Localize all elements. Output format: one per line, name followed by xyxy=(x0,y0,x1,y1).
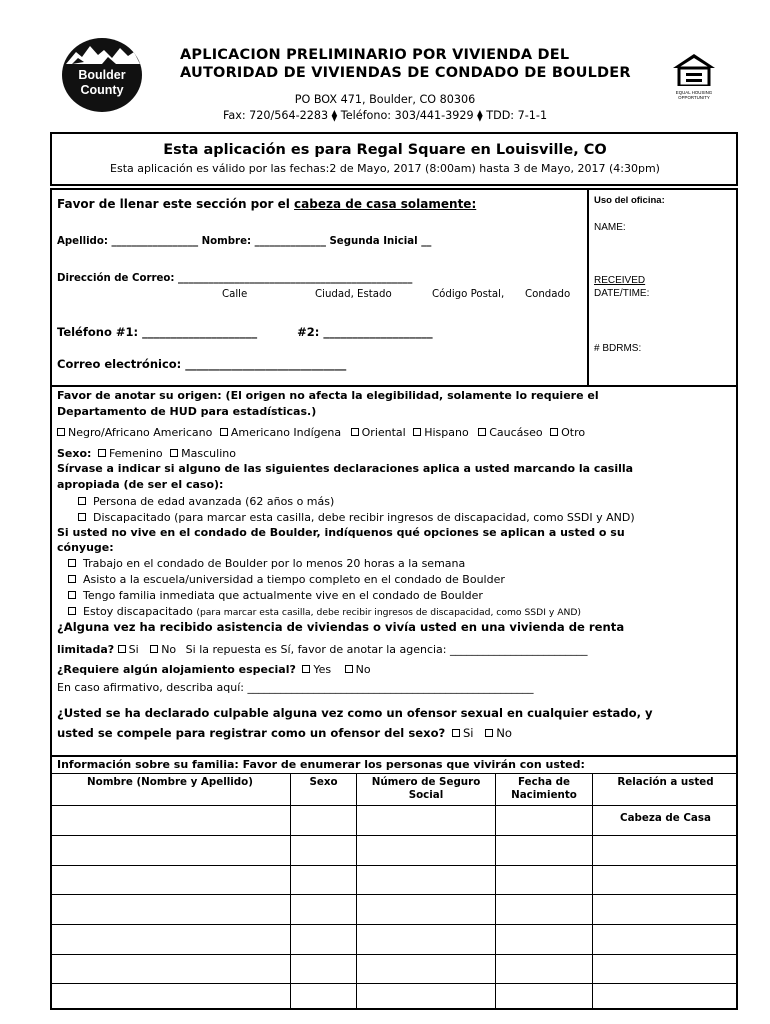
banner-dates: Esta aplicación es válido por las fechas:2 de Mayo, 2017 (8:00am) hasta 3 de Mayo, 2017 (4:30pm) xyxy=(110,162,660,175)
table-vline xyxy=(592,773,593,1010)
name-line[interactable]: Apellido: _________________ Nombre: ______________ Segunda Inicial __ xyxy=(57,236,432,247)
office-received: RECEIVED xyxy=(594,275,646,286)
live-question-1: Si usted no vive en el condado de Boulder, indíquenos qué opciones se aplican a usted o su xyxy=(57,526,625,539)
logo-text-line1: Boulder xyxy=(78,68,126,82)
title-line2: AUTORIDAD DE VIVIENDAS DE CONDADO DE BOULDER xyxy=(180,65,631,81)
eho-line1: EQUAL HOUSING xyxy=(675,90,713,95)
table-vline xyxy=(290,773,291,1010)
accommodation-describe[interactable]: En caso afirmativo, describa aquí: ____________________________________________________ xyxy=(57,681,534,694)
email-line[interactable]: Correo electrónico: ____________________________ xyxy=(57,357,347,371)
live-option-work: Trabajo en el condado de Boulder por lo menos 20 horas a la semana xyxy=(68,557,465,570)
mail-sub-county: Condado xyxy=(525,289,571,300)
table-vline xyxy=(356,773,357,1010)
page-title xyxy=(180,46,631,82)
declaration-option-elderly: Persona de edad avanzada (62 años o más) xyxy=(78,495,334,508)
checkbox[interactable] xyxy=(98,449,106,457)
checkbox[interactable] xyxy=(485,729,493,737)
checkbox[interactable] xyxy=(302,665,310,673)
mountain-icon xyxy=(62,42,142,64)
live-option-disabled: Estoy discapacitado (para marcar esta casilla, debe recibir ingresos de discapacidad, como SSDI y AND) xyxy=(68,605,581,618)
assist-question-2: limitada? Si No Si la repuesta es Sí, favor de anotar la agencia: _________________________ xyxy=(57,643,588,656)
assist-question-1: ¿Alguna vez ha recibido asistencia de viviendas o vivía usted en una vivienda de renta xyxy=(57,620,625,634)
office-name: NAME: xyxy=(594,222,626,233)
head-section-heading: Favor de llenar este sección por el cabeza de casa solamente: xyxy=(57,197,477,211)
offender-question-1: ¿Usted se ha declarado culpable alguna vez como un ofensor sexual en cualquier estado, y xyxy=(57,706,653,720)
table-row-line xyxy=(50,924,738,925)
mail-sub-street: Calle xyxy=(222,289,248,300)
banner-box xyxy=(50,132,738,186)
table-row-line xyxy=(50,865,738,866)
mail-sub-zip: Código Postal, xyxy=(432,289,505,300)
checkbox[interactable] xyxy=(351,428,359,436)
checkbox[interactable] xyxy=(413,428,421,436)
mail-line[interactable]: Dirección de Correo: ______________________________________________ xyxy=(57,273,413,284)
table-vline xyxy=(495,773,496,1010)
declaration-question-1: Sírvase a indicar si alguno de las siguientes declaraciones aplica a usted marcando la casilla xyxy=(57,462,634,475)
checkbox[interactable] xyxy=(68,607,76,615)
column-header-relation: Relación a usted xyxy=(617,776,714,788)
origin-question-2: Departamento de HUD para estadísticas.) xyxy=(57,405,317,418)
checkbox[interactable] xyxy=(220,428,228,436)
office-bdrms: # BDRMS: xyxy=(594,343,642,354)
checkbox[interactable] xyxy=(170,449,178,457)
declaration-option-disabled: Discapacitado (para marcar esta casilla, debe recibir ingresos de discapacidad, como SSDI y AND) xyxy=(78,511,635,524)
title-line1: APLICACION PRELIMINARIO POR VIVIENDA DEL xyxy=(180,47,570,63)
checkbox[interactable] xyxy=(68,591,76,599)
checkbox[interactable] xyxy=(78,497,86,505)
checkbox[interactable] xyxy=(452,729,460,737)
mail-sub-city: Ciudad, Estado xyxy=(315,289,392,300)
equal-housing-logo xyxy=(668,52,720,100)
office-divider xyxy=(587,188,589,386)
checkbox[interactable] xyxy=(478,428,486,436)
checkbox[interactable] xyxy=(68,575,76,583)
live-question-2: cónyuge: xyxy=(57,541,114,554)
eho-line2: OPPORTUNITY xyxy=(678,95,710,100)
column-header-ssn: Número de Seguro Social xyxy=(371,776,481,801)
table-row-line xyxy=(50,894,738,895)
family-divider xyxy=(50,755,738,757)
contact-line: Fax: 720/564-2283 ⧫ Teléfono: 303/441-3929 ⧫ TDD: 7-1-1 xyxy=(222,109,548,122)
sex-options: Sexo: Femenino Masculino xyxy=(57,447,236,460)
checkbox[interactable] xyxy=(57,428,65,436)
column-header-name: Nombre (Nombre y Apellido) xyxy=(87,776,253,788)
origin-question-1: Favor de anotar su origen: (El origen no afecta la elegibilidad, solamente lo requiere el xyxy=(57,389,599,402)
column-header-sex: Sexo xyxy=(309,776,338,788)
column-header-birthdate: Fecha de Nacimiento xyxy=(511,776,577,801)
accommodation-question: ¿Requiere algún alojamiento especial? Yes No xyxy=(57,663,371,676)
table-row-line xyxy=(50,835,738,836)
origin-options: Negro/Africano Americano Americano Indígena Oriental Hispano Caucáseo Otro xyxy=(57,426,585,439)
address-line: PO BOX 471, Boulder, CO 80306 xyxy=(294,93,476,106)
table-row-line xyxy=(50,983,738,984)
offender-question-2: usted se compele para registrar como un ofensor del sexo? Si No xyxy=(57,726,513,740)
checkbox[interactable] xyxy=(150,645,158,653)
declaration-question-2: apropiada (de ser el caso): xyxy=(57,478,224,491)
house-icon xyxy=(671,52,717,86)
banner-title: Esta aplicación es para Regal Square en Louisville, CO xyxy=(163,142,607,158)
phone-line[interactable]: Teléfono #1: ____________________ #2: ___________________ xyxy=(57,325,433,339)
live-option-school: Asisto a la escuela/universidad a tiempo completo en el condado de Boulder xyxy=(68,573,505,586)
office-title: Uso del oficina: xyxy=(594,195,665,206)
section-divider xyxy=(50,385,738,387)
checkbox[interactable] xyxy=(345,665,353,673)
checkbox[interactable] xyxy=(118,645,126,653)
head-of-household-relation: Cabeza de Casa xyxy=(620,812,711,824)
office-datetime: DATE/TIME: xyxy=(594,288,650,299)
checkbox[interactable] xyxy=(68,559,76,567)
checkbox[interactable] xyxy=(78,513,86,521)
logo-text-line2: County xyxy=(80,83,124,97)
checkbox[interactable] xyxy=(550,428,558,436)
family-heading: Información sobre su familia: Favor de enumerar los personas que vivirán con usted: xyxy=(57,758,585,771)
table-row-line xyxy=(50,805,738,806)
table-row-line xyxy=(50,954,738,955)
live-option-family: Tengo familia inmediata que actualmente vive en el condado de Boulder xyxy=(68,589,483,602)
family-table xyxy=(50,773,738,1010)
